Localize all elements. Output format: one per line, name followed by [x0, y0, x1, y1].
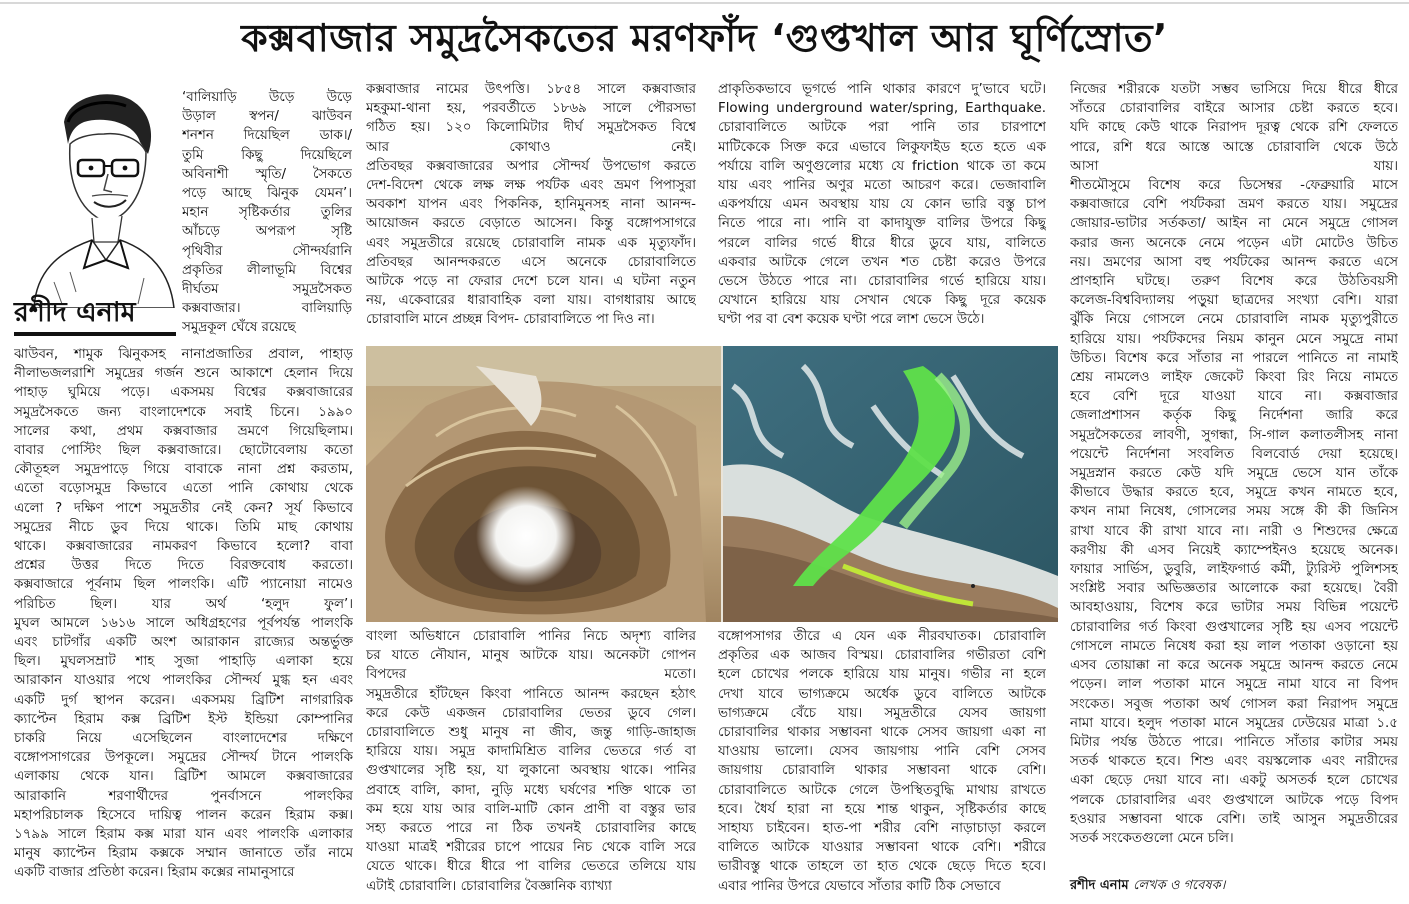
text-line: পয়েন্টে নির্দেশনা সংবলিত বিলবোর্ড দেয়া হয়েছে।	[1070, 446, 1398, 462]
column-3-top	[718, 80, 1046, 330]
text-line: সমুদ্রসৈকতে জন্য বাংলাদেশকে সবাই চিনে। ১৯৯০	[14, 404, 353, 420]
headline: কক্সবাজার সমুদ্রসৈকতের মরণফাঁদ ‘গুপ্তখাল আর ঘূর্ণিস্রোত’	[241, 16, 1168, 60]
text-line: একা ছেড়ে দেয়া যাবে না। একটু অসতর্ক হলে চোখের	[1070, 773, 1398, 789]
signature	[1070, 876, 1225, 896]
text-line: মহান সৃষ্টিকর্তার তুলির	[182, 205, 352, 221]
text-line: Flowing underground water/spring, Earthquake.	[718, 101, 1046, 117]
rip-current-aerial-image	[723, 346, 1058, 622]
text-line: পর্যায়ে বালি অণুগুলোর মধ্যে যে friction থাকে তা কমে	[718, 158, 1046, 174]
quicksand-sinkhole-image	[366, 346, 721, 622]
text-line: হওয়ার সম্ভাবনা থাকে বেশি। তাই আসুন সমুদ্রতীরের	[1070, 811, 1398, 827]
text-line: ভারীবস্তু থাকে তাহলে তা হাত থেকে ছেড়ে দিতে হবে।	[718, 859, 1046, 875]
text-line: পৃথিবীর সৌন্দর্যরানি	[182, 243, 352, 259]
text-line: যায় এবং পানির অণুর মতো আচরণ করে। ভেজাবালি	[718, 178, 1046, 194]
text-line: বাবার পোস্টিং ছিল কক্সবাজারে। ছোটোবেলায় কতো	[14, 443, 353, 459]
text-line: মুঘল আমলে ১৬১৬ সালে অধিগ্রহণের পূর্বপর্যন্ত পালংকি	[14, 615, 353, 631]
text-line: যেতে থাকে। ধীরে ধীরে পা বালির ভেতরে তলিয়ে যায়	[366, 859, 696, 875]
text-line: নিতে পারে না। পানি বা কাদাযুক্ত বালির উপরে কিছু	[718, 216, 1046, 232]
text-line: বঙ্গোপসাগরের উপকূলে। সমুদ্রের সৌন্দর্য টানে পালংকি	[14, 750, 353, 766]
column-3-bottom	[718, 627, 1046, 896]
text-line: এতো বড়োসমুদ্র কিভাবে এতো পানি কোথায় থেকে	[14, 481, 353, 497]
text-line: যদি কাছে কেউ থাকে নিরাপদ দূরত্ব থেকে রশি ফেলতে	[1070, 120, 1398, 136]
text-line: ভেসে উঠতে পারে না। চোরাবালির গর্ভে হারিয়ে যায়।	[718, 274, 1046, 290]
text-line: প্রাকৃতিকভাবে ভূগর্ভে পানি থাকার কারণে দু’ভাবে ঘটে।	[718, 82, 1046, 97]
text-line: চোরাবালি মানে প্রচ্ছন্ন বিপদ- চোরাবালিতে পা দিও না।	[366, 312, 655, 328]
text-line: সংকেত। সবুজ পতাকা অর্থ গোসল করা নিরাপদ সমুদ্রে	[1070, 696, 1398, 712]
text-line: মহকুমা-থানা হয়, পরবর্তীতে ১৮৬৯ সালে পৌরসভা	[366, 101, 696, 117]
text-line: যাওয়া মাত্রই শরীরের চাপে পায়ের নিচ থেকে বালি সরে	[366, 840, 696, 856]
author-portrait-illustration	[14, 82, 178, 308]
text-line: প্রাণহানি ঘটছে। তরুণ বিশেষ করে উঠতিবয়সী	[1070, 274, 1398, 290]
text-line: ছিল। মুঘলসম্রাট শাহ সুজা পাহাড়ি এলাকা হয়ে	[14, 654, 353, 670]
text-line: থাকে। কক্সবাজারের নামকরণ কিভাবে হলো? বাবা	[14, 539, 353, 555]
text-line: মাটিকেকে সিক্ত করে এভাবে লিকুফাইড হতে হতে এক	[718, 139, 1046, 155]
text-line: হলে চোখের পলকে হারিয়ে যায় মানুষ। গভীর না হলে	[718, 667, 1046, 683]
text-line: এসব তোয়াক্কা না করে অনেক সমুদ্রে আনন্দ করতে নেমে	[1070, 658, 1398, 674]
text-line: যেখানে হারিয়ে যায় সেখান থেকে কিছু দূরে কয়েক	[718, 293, 1046, 309]
text-line: উচিত। বিশেষ করে সাঁতার না পারলে পানিতে না নামাই	[1070, 350, 1398, 366]
text-line: প্রতিবছর আনন্দকরতে এসে অনেকে চোরাবালিতে	[366, 254, 696, 270]
text-line: কম হয়ে যায় আর বালি-মাটি কোন প্রাণী বা বস্তুর ভার	[366, 801, 696, 817]
text-line: চোরাবালিতে আটকে গেলে উপস্থিতবুদ্ধি মাথায় রাখতে	[718, 782, 1046, 798]
column-1-intro	[182, 88, 352, 338]
text-line: করার জন্য অনেকে নেমে পড়েন এটা মোটেও উচিত	[1070, 235, 1398, 251]
text-line: কক্সবাজারে বেশি পর্যটকরা ভ্রমণ করতে যায়। সমুদ্রের	[1070, 197, 1398, 213]
text-line: গঠিত হয়। ১২০ কিলোমিটার দীর্ঘ সমুদ্রসৈকত বিশ্বে	[366, 120, 696, 136]
text-line: বঙ্গোপসাগর তীরে এ যেন এক নীরবঘাতক। চোরাবালি	[718, 629, 1046, 644]
text-line: কীভাবে উদ্ধার করতে হবে, সমুদ্রে কখন নামতে হবে,	[1070, 485, 1398, 501]
text-line: যাওয়ায় ভালো। যেসব জায়গায় পানি বেশি সেসব	[718, 744, 1046, 760]
column-1-body	[14, 345, 353, 883]
text-line: সমুদ্রসৈকতের লাবণী, সুগন্ধা, সি-গাল কলাতলীসহ নানা	[1070, 427, 1398, 443]
text-line: ক্যাপ্টেন হিরাম কক্স ব্রিটিশ ইস্ট ইন্ডিয়া কোম্পানির	[14, 711, 353, 727]
text-line: আঁচড়ে অপরূপ সৃষ্টি	[182, 224, 352, 240]
text-line: এবার পানির উপরে যেভাবে সাঁতার কাটি ঠিক সেভাবে	[718, 878, 1001, 894]
text-line: এবং চাটগাঁর একটি অংশ আরাকান রাজ্যের অন্তর্ভুক্ত	[14, 635, 353, 651]
text-line: উড়াল স্বপন/ ঝাউবন	[182, 109, 352, 125]
top-rule	[0, 2, 1409, 4]
text-line: পারে, রশি ধরে আস্তে আস্তে চোরাবালি থেকে উঠে	[1070, 139, 1398, 155]
text-line: প্রতিবছর কক্সবাজারের অপার সৌন্দর্য উপভোগ করতে	[366, 158, 696, 174]
text-line: ‘বালিয়াড়ি উড়ে উড়ে	[182, 90, 352, 105]
text-line: জায়গায় চোরাবালি থাকার সম্ভাবনা থাকে বেশি।	[718, 763, 1046, 779]
text-line: কৌতূহল সমুদ্রপাড়ে গিয়ে বাবাকে নানা প্রশ্ন করতাম,	[14, 462, 353, 478]
text-line: পলকে চোরাবালির এবং গুপ্তখালে আটকে পড়ে বিপদ	[1070, 792, 1398, 808]
text-line: আসা যায়।	[1070, 158, 1398, 174]
text-line: শীতমৌসুমে বিশেষ করে ডিসেম্বর -ফেব্রুয়ারি মাসে	[1070, 178, 1398, 194]
text-line: কক্সবাজার নামের উৎপত্তি। ১৮৫৪ সালে কক্সবাজার	[366, 82, 696, 97]
text-line: সংশ্লিষ্ট সবার অভিজ্ঞতার আলোকে করা হয়েছে। বৈরী	[1070, 581, 1398, 597]
text-line: নয়। ভ্রমণের আসা বহু পর্যটকের আনন্দ করতে এসে	[1070, 254, 1398, 270]
text-line: চর যাতে নৌযান, মানুষ আটকে যায়। অনেকটা গোপন	[366, 648, 696, 664]
text-line: পাহাড় ঘুমিয়ে পড়ে। একসময় বিশ্বের কক্সবাজারের	[14, 385, 353, 401]
text-line: এলো ? দক্ষিণ পাশে সমুদ্রতীর নেই কেন? সূর্য কিভাবে	[14, 500, 353, 516]
text-line: প্রবাহে বালি, কাদা, নুড়ি মধ্যে ঘর্ষণের শক্তি থাকে তা	[366, 782, 696, 798]
text-line: সমুদ্রতীরে হাঁটছেন কিংবা পানিতে আনন্দ করছেন হঠাৎ	[366, 686, 696, 702]
column-2-top	[366, 80, 696, 330]
text-line: ১৭৯৯ সালে হিরাম কক্স মারা যান এবং পালংকি এলাকার	[14, 827, 353, 843]
author-name: রশীদ এনাম	[14, 297, 136, 328]
text-line: আরাকানি শরণার্থীদের পুনর্বাসনে পালংকির	[14, 788, 353, 804]
text-line: আয়োজন করতে বেড়াতে আসেন। কিন্তু বঙ্গোপসাগরে	[366, 216, 696, 232]
text-line: রাখা যাবে কী রাখা যাবে না। নারী ও শিশুদের ক্ষেত্রে	[1070, 523, 1398, 539]
text-line: একপর্যায়ে এমন অবস্থায় যায় যে কোন ভারি বস্তু চাপ	[718, 197, 1046, 213]
text-line: আরাকান যাওয়ার পথে পালংকির সৌন্দর্য মুগ্ধ হন এবং	[14, 673, 353, 689]
text-line: চাকরি নিয়ে এসেছিলেন বাংলাদেশের দক্ষিণে	[14, 731, 353, 747]
text-line: আর কোথাও নেই।	[366, 139, 696, 155]
byline-rule	[14, 332, 176, 336]
text-line: প্রকৃতির লীলাভূমি বিশ্বের	[182, 262, 352, 278]
text-line: করণীয় কী এসব নিয়েই ক্যাম্পেইনও হয়েছে অনেক।	[1070, 542, 1398, 558]
text-line: হারিয়ে যায়। সমুদ্র কাদামিশ্রিত বালির ভেতরে গর্ত বা	[366, 744, 696, 760]
text-line: সমুদ্রস্নান করতে কেউ যদি সমুদ্রে ভেসে যান তাঁকে	[1070, 466, 1398, 482]
column-4	[1070, 80, 1398, 848]
text-line: নিজের শরীরকে যতটা সম্ভব ভাসিয়ে দিয়ে ধীরে ধীরে	[1070, 82, 1398, 97]
text-line: মিটার পর্যন্ত উঠতে পারে। পানিতে সাঁতার কাটার সময়	[1070, 734, 1398, 750]
text-line: দীর্ঘতম সমুদ্রসৈকত	[182, 282, 352, 298]
text-line: হবে বেশি দূরে যাওয়া যাবে না। কক্সবাজার	[1070, 389, 1398, 405]
text-line: সমুদ্রের নীচে ডুব দিয়ে থাকে। তিমি মাছ কোথায়	[14, 519, 353, 535]
text-line: শনশন দিয়েছিল ডাক।/	[182, 128, 352, 144]
text-line: শ্রেয় নামলেও লাইফ জেকেট কিংবা রিং নিয়ে নামতে	[1070, 370, 1398, 386]
text-line: একবার আটকে গেলে তখন শত চেষ্টা করেও উপরে	[718, 254, 1046, 270]
text-line: ফায়ার সার্ভিস, ডুবুরি, লাইফগার্ড কর্মী, ট্যুরিস্ট পুলিশসহ	[1070, 562, 1398, 578]
text-line: মানুষ ক্যাপ্টেন হিরাম কক্সকে সম্মান জানাতে তাঁর নামে	[14, 846, 353, 862]
text-line: পরিচিত ছিল। যার অর্থ ‘হলুদ ফুল’।	[14, 596, 353, 612]
text-line: ঝাউবন, শামুক ঝিনুকসহ নানাপ্রজাতির প্রবাল, পাহাড়	[14, 347, 353, 362]
text-line: দেখা যাবে ভাগ্যক্রমে অর্ধেক ডুবে বালিতে আটকে	[718, 686, 1046, 702]
text-line: সাঁতরে চোরাবালির বাইরে আসার চেষ্টা করতে হবে।	[1070, 101, 1398, 117]
text-line: সহ্য করতে পারে না ঠিক তখনই চোরাবালির কাছে	[366, 821, 696, 837]
text-line: চোরাবালির গর্ত কিংবা গুপ্তখালের সৃষ্টি হয় এসব পয়েন্টে	[1070, 619, 1398, 635]
article-images	[366, 346, 1058, 622]
text-line: হবে। ধৈর্য হারা না হয়ে শান্ত থাকুন, সৃষ্টিকর্তার কাছে	[718, 801, 1046, 817]
text-line: ভাগ্যক্রমে বেঁচে যায়। সমুদ্রতীরে যেসব জায়গা	[718, 705, 1046, 721]
text-line: বাংলা অভিধানে চোরাবালি পানির নিচে অদৃশ্য বালির	[366, 629, 696, 644]
text-line: নীলাভজলরাশি সমুদ্রের গর্জন শুনে আকাশে হেলান দিয়ে	[14, 366, 353, 382]
author-sketch	[14, 82, 178, 308]
text-line: হারিয়ে যায়। পর্যটকদের নিয়ম কানুন মেনে সমুদ্রে নামা	[1070, 331, 1398, 347]
text-line: কক্সবাজারে পূর্বনাম ছিল পালংকি। এটি প্যানোয়া নামেও	[14, 577, 353, 593]
text-line: চোরাবালির থাকার সম্ভাবনা থাকে সেসব জায়গা একা না	[718, 725, 1046, 741]
text-line: সতর্ক সংকেতগুলো মেনে চলি।	[1070, 830, 1234, 846]
text-line: বিপদের মতো।	[366, 667, 696, 683]
text-line: মহাপরিচালক হিসেবে দায়িত্ব পালন করেন হিরাম কক্স।	[14, 807, 353, 823]
text-line: দেশ-বিদেশ থেকে লক্ষ লক্ষ পর্যটক এবং ভ্রমণ পিপাসুরা	[366, 178, 696, 194]
text-line: আবহাওয়ায়, বিশেষ করে ভাটার সময় বিভিন্ন পয়েন্টে	[1070, 600, 1398, 616]
text-line: কলেজ-বিশ্ববিদ্যালয় পড়ুয়া ছাত্রদের সংখ্যা বেশি। যারা	[1070, 293, 1398, 309]
text-line: করে কেউ একজন চোরাবালির ভেতর ডুবে গেল।	[366, 705, 696, 721]
text-line: অবিনাশী স্মৃতি/ সৈকতে	[182, 166, 352, 182]
text-line: প্রশ্নের উত্তর দিতে দিতে বিরক্তবোধ করতো।	[14, 558, 353, 574]
text-line: প্রকৃতির এক আজব বিস্ময়। চোরাবালির গভীরতা বেশি	[718, 648, 1046, 664]
text-line: জেলাপ্রশাসন কর্তৃক কিছু নির্দেশনা জারি করে	[1070, 408, 1398, 424]
text-line: তুমি কিছু দিয়েছিলে	[182, 147, 352, 163]
text-line: এলাকায় থেকে যান। ব্রিটিশ আমলে কক্সবাজারের	[14, 769, 353, 785]
text-line: একটি দুর্গ স্থাপন করেন। একসময় ব্রিটিশ নাগরারিক	[14, 692, 353, 708]
text-line: পড়ে আছে ঝিনুক যেমন’।	[182, 186, 352, 202]
signature-name: রশীদ এনাম	[1070, 878, 1129, 893]
text-line: সাহায্য চাইবেন। হাত-পা শরীর বেশি নাড়াচাড়া করলে	[718, 821, 1046, 837]
text-line: সালের কথা, প্রথম কক্সবাজার ভ্রমণে গিয়েছিলাম।	[14, 423, 353, 439]
text-line: আটকে পড়ে না ফেরার দেশে চলে যান। এ ঘটনা নতুন	[366, 274, 696, 290]
text-line: এবং সমুদ্রতীরে রয়েছে চোরাবালি নামক এক মৃত্যুফাঁদ।	[366, 235, 696, 251]
text-line: বালিতে আটকে যাওয়ার সম্ভাবনা থাকে বেশি। শরীরে	[718, 840, 1046, 856]
column-2-bottom	[366, 627, 696, 896]
text-line: সমুদ্রকূল ঘেঁষে রয়েছে	[182, 320, 296, 336]
text-line: কক্সবাজার। বালিয়াড়ি	[182, 301, 352, 317]
signature-role: লেখক ও গবেষক।	[1133, 878, 1226, 893]
text-line: চোরাবালিতে আটকে পরা পানি তার চারপাশে	[718, 120, 1046, 136]
text-line: এটাই চোরাবালি। চোরাবালির বৈজ্ঞানিক ব্যাখ্যা	[366, 878, 612, 894]
text-line: ঝুঁকি নিয়ে গোসলে নেমে চোরাবালি নামক মৃত্যুপুরীতে	[1070, 312, 1398, 328]
text-line: অবকাশ যাপন এবং পিকনিক, হানিমুনসহ নানা আনন্দ-	[366, 197, 696, 213]
text-line: নামা যাবে। হলুদ পতাকা মানে সমুদ্রের ঢেউয়ের মাত্রা ১.৫	[1070, 715, 1398, 731]
text-line: গোসলে নামতে নিষেধ করা হয় লাল পতাকা ওড়ানো হয়	[1070, 638, 1398, 654]
text-line: পড়েন। লাল পতাকা মানে সমুদ্রে নামা যাবে না বিপদ	[1070, 677, 1398, 693]
text-line: কখন নামা নিষেধ, গোসলের সময় সঙ্গে কী কী জিনিস	[1070, 504, 1398, 520]
text-line: একটি বাজার প্রতিষ্ঠা করেন। হিরাম কক্সের নামানুসারে	[14, 865, 295, 881]
text-line: পরলে বালির গর্ভে ধীরে ধীরে ডুবে যায়, বালিতে	[718, 235, 1046, 251]
text-line: সতর্ক থাকতে হবে। শিশু এবং বয়স্কলোক এবং নারীদের	[1070, 754, 1398, 770]
text-line: ঘণ্টা পর বা বেশ কয়েক ঘণ্টা পরে লাশ ভেসে উঠে।	[718, 312, 985, 328]
text-line: নয়, একেবারের ধারাবাহিক বলা যায়। বাগধারায় আছে	[366, 293, 696, 309]
text-line: জোয়ার-ভাটার সর্তকতা/ আইন না মেনে সমুদ্রে গোসল	[1070, 216, 1398, 232]
text-line: গুপ্তখালের সৃষ্টি হয়, যা লুকানো অবস্থায় থাকে। পানির	[366, 763, 696, 779]
text-line: চোরাবালিতে শুধু মানুষ না জীব, জন্তু গাড়ি-জাহাজ	[366, 725, 696, 741]
